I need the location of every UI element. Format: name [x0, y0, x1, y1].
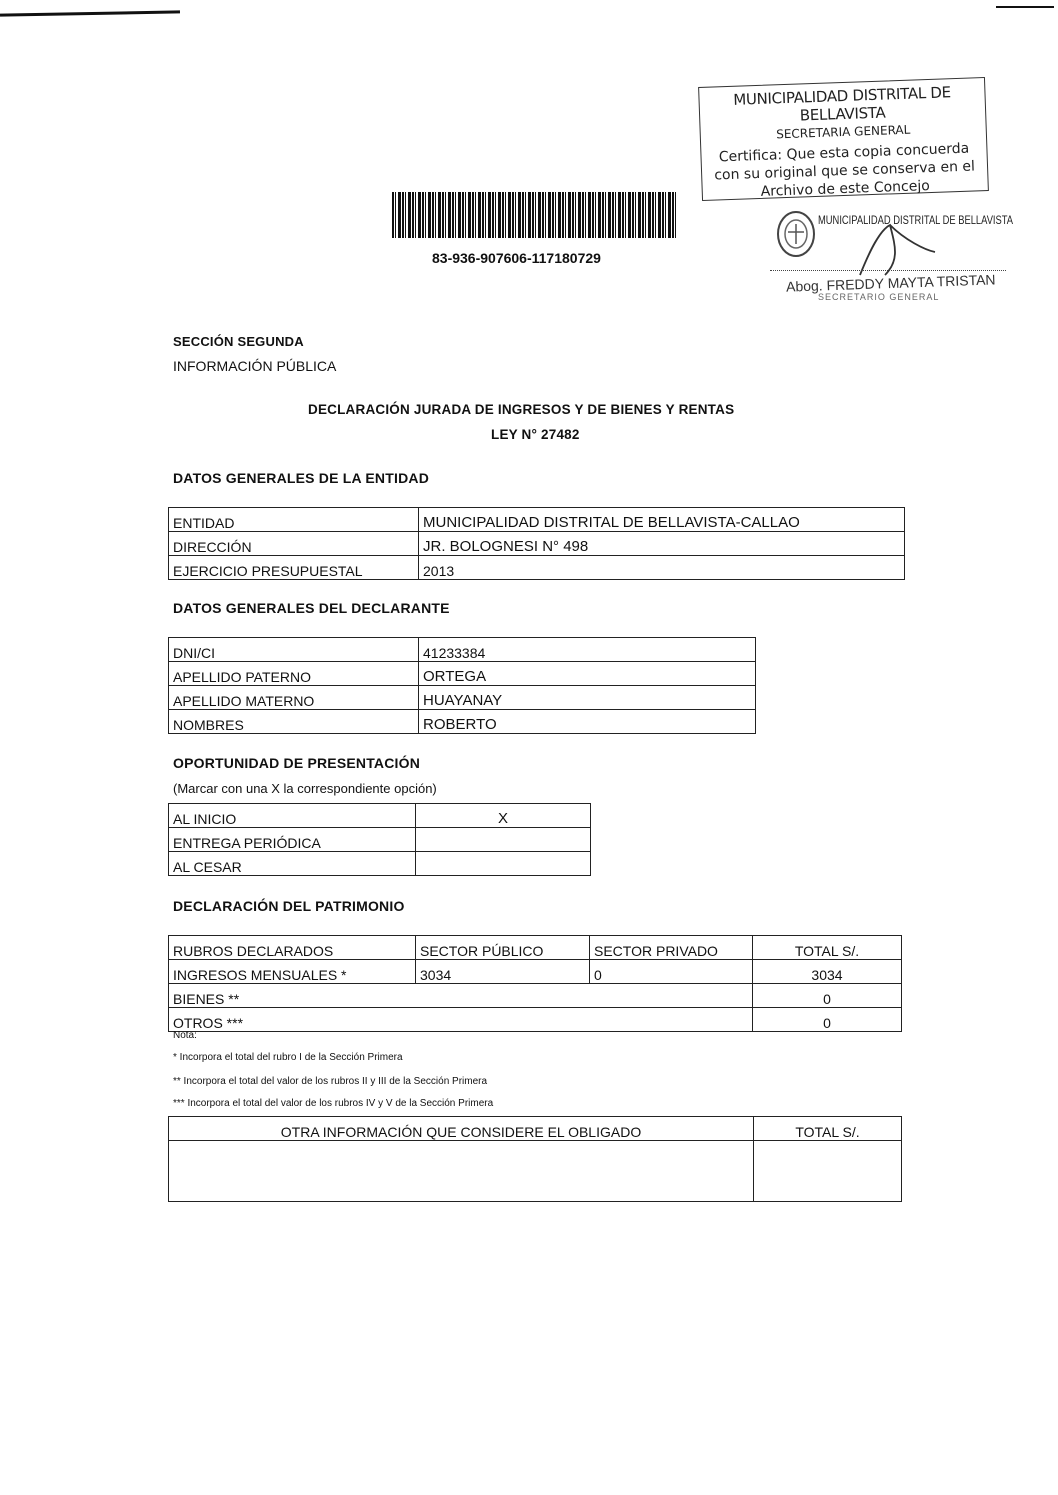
otra-informacion-table: [168, 1116, 902, 1202]
table-row: [169, 638, 756, 662]
seal-org-text: MUNICIPALIDAD DISTRITAL DE BELLAVISTA: [818, 213, 1014, 227]
nombres-label: NOMBRES: [169, 710, 419, 734]
ingresos-label: INGRESOS MENSUALES *: [169, 960, 416, 984]
seal-role: SECRETARIO GENERAL: [818, 292, 940, 302]
table-row: [169, 662, 756, 686]
entidad-value: MUNICIPALIDAD DISTRITAL DE BELLAVISTA-CALLAO: [419, 508, 905, 532]
al-inicio-mark: X: [416, 804, 591, 828]
ingresos-total: 3034: [753, 960, 902, 984]
al-inicio-label: AL INICIO: [169, 804, 416, 828]
dni-value: 41233384: [419, 638, 756, 662]
dni-label: DNI/CI: [169, 638, 419, 662]
signature-squiggle-icon: [830, 220, 940, 280]
ejercicio-label: EJERCICIO PRESUPUESTAL: [169, 556, 419, 580]
otra-total-value: [754, 1141, 902, 1202]
entidad-label: ENTIDAD: [169, 508, 419, 532]
direccion-label: DIRECCIÓN: [169, 532, 419, 556]
otros-total: 0: [753, 1008, 902, 1032]
paterno-label: APELLIDO PATERNO: [169, 662, 419, 686]
subsection-heading: INFORMACIÓN PÚBLICA: [173, 358, 337, 374]
al-cesar-label: AL CESAR: [169, 852, 416, 876]
paterno-value: ORTEGA: [419, 662, 756, 686]
patrimonio-heading: DECLARACIÓN DEL PATRIMONIO: [173, 898, 405, 914]
oportunidad-instruction: (Marcar con una X la correspondiente opción): [173, 781, 437, 796]
stamp-line-2: SECRETARIA GENERAL: [775, 122, 911, 142]
table-row: [169, 686, 756, 710]
entidad-heading: DATOS GENERALES DE LA ENTIDAD: [173, 470, 430, 486]
barcode: [392, 192, 678, 238]
table-row: [169, 710, 756, 734]
entidad-table: [168, 507, 905, 580]
patrimonio-table: [168, 935, 902, 1032]
table-row: [169, 556, 905, 580]
bienes-total: 0: [753, 984, 902, 1008]
municipal-seal-icon: [776, 210, 816, 258]
note-3: *** Incorpora el total del valor de los rubros IV y V de la Sección Primera: [173, 1098, 494, 1109]
otra-informacion-content: [169, 1141, 754, 1202]
table-row: [169, 936, 902, 960]
stamp-line-1: MUNICIPALIDAD DISTRITAL DE BELLAVISTA: [732, 83, 952, 125]
entrega-periodica-mark: [416, 828, 591, 852]
notes-title: Nota:: [173, 1030, 197, 1041]
table-row: [169, 508, 905, 532]
scan-artifact-mark: [996, 6, 1054, 8]
stamp-line-4: con su original que se conserva en el: [714, 158, 976, 184]
otra-informacion-header: OTRA INFORMACIÓN QUE CONSIDERE EL OBLIGADO: [169, 1117, 754, 1141]
law-number: LEY N° 27482: [491, 427, 580, 442]
stamp-line-3: Certifica: Que esta copia concuerda: [718, 140, 970, 166]
note-2: ** Incorpora el total del valor de los rubros II y III de la Sección Primera: [173, 1076, 488, 1087]
seal-signer: Abog. FREDDY MAYTA TRISTAN: [785, 271, 996, 295]
table-row: [169, 1008, 902, 1032]
certification-stamp: [698, 77, 989, 201]
section-heading: SECCIÓN SEGUNDA: [173, 334, 304, 349]
barcode-number: 83-936-907606-117180729: [432, 250, 601, 266]
rubros-header: RUBROS DECLARADOS: [169, 936, 416, 960]
stamp-line-5: Archivo de este Concejo: [760, 178, 931, 200]
table-row: [169, 828, 591, 852]
note-1: * Incorpora el total del rubro I de la Sección Primera: [173, 1052, 403, 1063]
declarante-heading: DATOS GENERALES DEL DECLARANTE: [173, 600, 450, 616]
oportunidad-heading: OPORTUNIDAD DE PRESENTACIÓN: [173, 755, 421, 771]
otros-label: OTROS ***: [169, 1008, 753, 1032]
table-row: [169, 804, 591, 828]
entrega-periodica-label: ENTREGA PERIÓDICA: [169, 828, 416, 852]
sector-publico-header: SECTOR PÚBLICO: [416, 936, 590, 960]
table-row: [169, 1117, 902, 1141]
ejercicio-value: 2013: [419, 556, 905, 580]
signature-line: [770, 270, 1006, 271]
table-row: [169, 984, 902, 1008]
materno-label: APELLIDO MATERNO: [169, 686, 419, 710]
materno-value: HUAYANAY: [419, 686, 756, 710]
total-header: TOTAL S/.: [753, 936, 902, 960]
ingresos-publico: 3034: [416, 960, 590, 984]
otra-total-header: TOTAL S/.: [754, 1117, 902, 1141]
bienes-label: BIENES **: [169, 984, 753, 1008]
table-row: [169, 1141, 902, 1202]
document-title: DECLARACIÓN JURADA DE INGRESOS Y DE BIENES Y RENTAS: [308, 402, 735, 417]
al-cesar-mark: [416, 852, 591, 876]
nombres-value: ROBERTO: [419, 710, 756, 734]
direccion-value: JR. BOLOGNESI N° 498: [419, 532, 905, 556]
table-row: [169, 852, 591, 876]
oportunidad-table: [168, 803, 591, 876]
sector-privado-header: SECTOR PRIVADO: [590, 936, 753, 960]
table-row: [169, 532, 905, 556]
declarante-table: [168, 637, 756, 734]
scan-artifact-line: [0, 10, 180, 16]
table-row: [169, 960, 902, 984]
ingresos-privado: 0: [590, 960, 753, 984]
